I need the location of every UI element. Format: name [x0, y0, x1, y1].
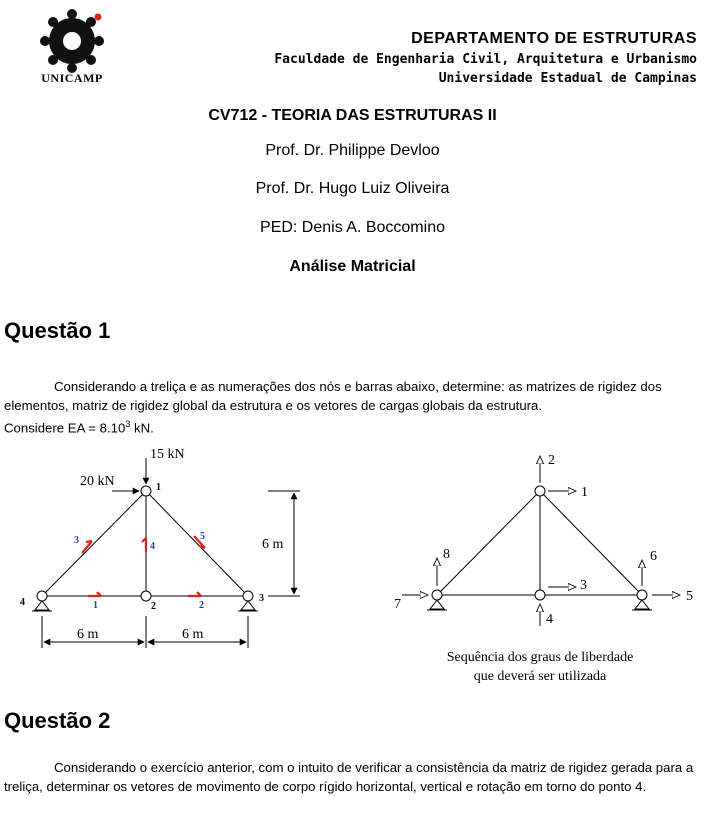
node-3-label: 3	[259, 593, 264, 604]
dof-7-label: 7	[394, 597, 401, 612]
question-1-text: Considerando a treliça e as numerações dos nós e barras abaixo, determine: as matrizes de rigidez dos elementos, matriz de rigidez global da estrutura e os vetores de cargas globais da estrutura.	[4, 379, 662, 413]
dof-5-label: 5	[686, 589, 693, 604]
node-3	[243, 591, 253, 601]
university-name: Universidade Estadual de Campinas	[438, 71, 697, 86]
dof-6-label: 6	[650, 549, 657, 564]
dof-3-label: 3	[580, 578, 587, 593]
question-2-text: Considerando o exercício anterior, com o intuito de verificar a consistência da matriz de rigidez gerada para a treliça, determinar os vetores de movimento de corpo rígido horizontal, vertical e rotação em torno do ponto 4.	[4, 760, 694, 794]
span-right-label: 6 m	[182, 627, 204, 642]
node-1-label: 1	[156, 482, 161, 493]
support-node-4	[35, 601, 49, 610]
bar-4-arrow	[142, 538, 146, 552]
dof-8-label: 8	[443, 547, 450, 562]
dof-diagram	[402, 456, 680, 626]
node-4-label: 4	[20, 597, 25, 608]
unicamp-logo	[22, 8, 132, 86]
height-label: 6 m	[262, 537, 284, 552]
bar-4-label: 4	[150, 541, 155, 552]
ea-exponent: 3	[125, 419, 131, 429]
ea-prefix: Considere EA = 8.10	[4, 420, 126, 436]
question-1-body	[4, 377, 702, 437]
dof-1-label: 1	[581, 485, 588, 500]
node-2	[141, 591, 151, 601]
course-title: CV712 - TEORIA DAS ESTRUTURAS II	[208, 107, 497, 124]
ea-suffix: kN.	[130, 420, 154, 436]
bar-3-label: 3	[74, 535, 79, 546]
faculty-name: Faculdade de Engenharia Civil, Arquitetura e Urbanismo	[274, 52, 697, 67]
dof-4-label: 4	[546, 612, 553, 627]
question-1-title: Questão 1	[4, 318, 111, 343]
load-20kn-label: 20 kN	[80, 474, 115, 489]
professor-2: Prof. Dr. Hugo Luiz Oliveira	[255, 180, 450, 197]
bar-2-arrow	[188, 592, 201, 596]
support-node-3	[241, 601, 255, 610]
topic-title: Análise Matricial	[289, 258, 416, 275]
span-left-label: 6 m	[77, 627, 99, 642]
truss-diagram	[32, 458, 300, 648]
node-4	[37, 591, 47, 601]
ped-name: PED: Denis A. Boccomino	[260, 219, 445, 236]
bar-direction-arrows	[82, 536, 205, 596]
professor-1: Prof. Dr. Philippe Devloo	[265, 142, 440, 159]
logo-accent-dot	[95, 14, 102, 21]
truss-bar-3	[42, 491, 146, 596]
dof-caption-line1: Sequência dos graus de liberdade	[446, 650, 634, 665]
node-2-label: 2	[151, 601, 156, 612]
bar-2-label: 2	[199, 600, 204, 611]
question-2-body	[4, 758, 702, 796]
truss-bar-5	[146, 491, 248, 596]
bar-1-arrow	[88, 592, 101, 596]
dof-caption-line2: que deverá ser utilizada	[473, 669, 607, 684]
question-2-title: Questão 2	[4, 708, 111, 733]
dof-2-label: 2	[548, 453, 555, 468]
truss-figures	[0, 438, 705, 700]
node-1	[141, 486, 151, 496]
logo-text: UNICAMP	[41, 71, 103, 85]
bar-5-label: 5	[200, 531, 205, 542]
bar-1-label: 1	[93, 600, 98, 611]
load-15kn-label: 15 kN	[150, 447, 185, 462]
department-title: DEPARTAMENTO DE ESTRUTURAS	[411, 30, 697, 47]
